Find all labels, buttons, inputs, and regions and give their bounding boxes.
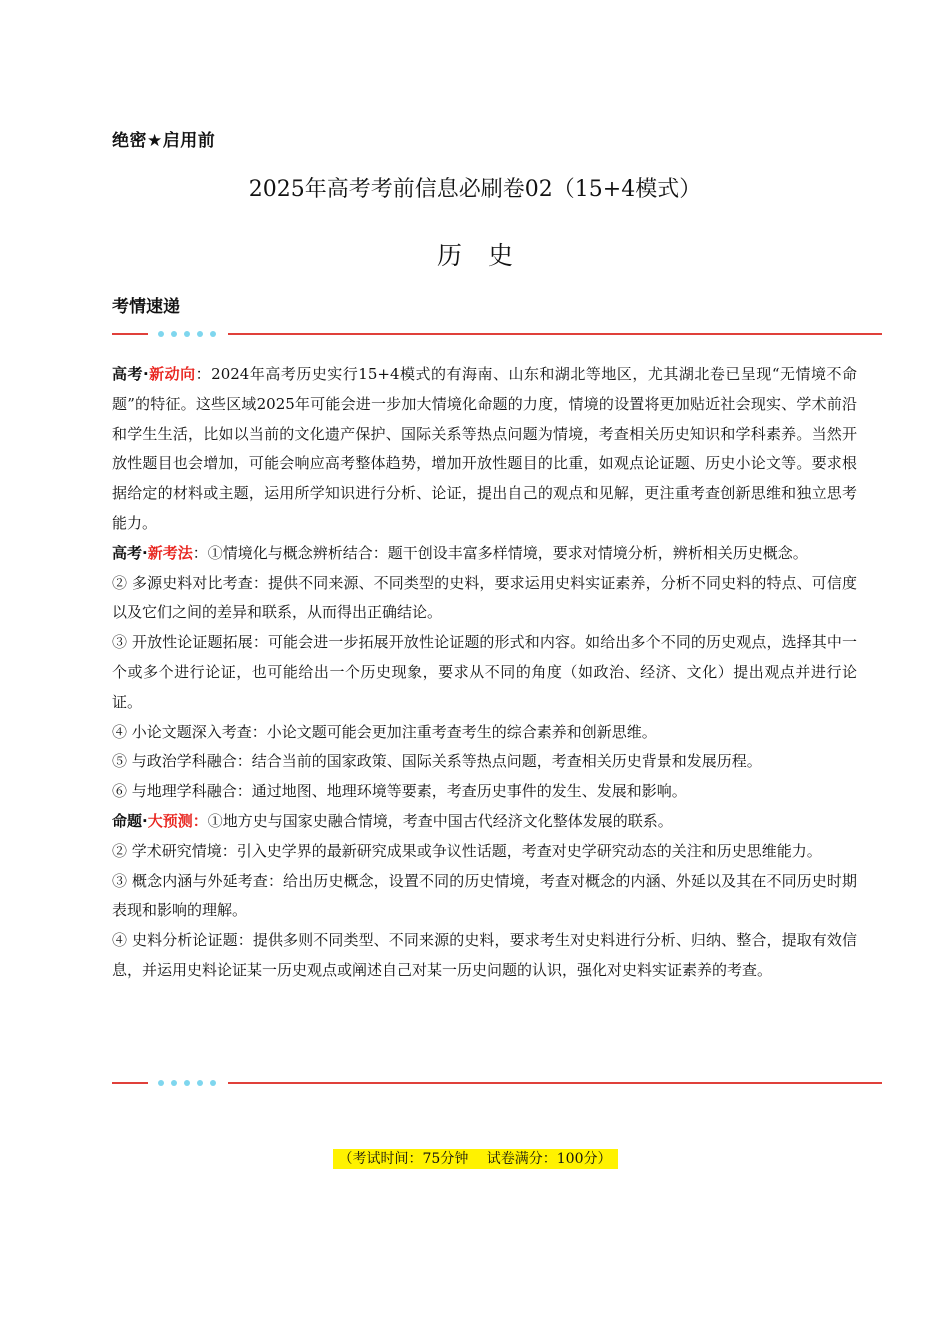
forecast-tag-main: 大预测 (147, 811, 193, 830)
divider-dot (210, 1080, 216, 1086)
trend-text: 2024年高考历史实行15+4模式的有海南、山东和湖北等地区，尤其湖北卷已呈现“无情境不命题”的特征。这些区域2025年可能会进一步加大情境化命题的力度，情境的设置将更加贴近社会现实、学术前沿和学生生活，比如以当前的文化遗产保护、国际关系等热点问题为情境，考查相关历史知识和学科素养。当然开放性题目也会增加，可能会响应高考整体趋势，增加开放性题目的比重，如观点论证题、历史小论文等。要求根据给定的材料或主题，运用所学知识进行分析、论证，提出自己的观点和见解，更注重考查创新思维和独立思考能力。 (112, 365, 857, 532)
forecast-paragraph (112, 807, 857, 837)
divider-dot (158, 331, 164, 337)
trend-paragraph (112, 360, 857, 539)
trend-tag-prefix: 高考· (112, 365, 149, 383)
section-heading: 考情速递 (112, 297, 180, 317)
divider-line-right (228, 1082, 882, 1084)
secret-mark: 绝密★启用前 (112, 131, 216, 151)
divider-dot (171, 1080, 177, 1086)
method-tag-colon: ： (192, 543, 208, 562)
trend-tag-main: 新动向 (148, 365, 196, 383)
method-tag-main: 新考法 (147, 543, 193, 562)
divider-dot (184, 1080, 190, 1086)
divider-dot (158, 1080, 164, 1086)
exam-info (0, 1148, 950, 1168)
method-paragraph (112, 539, 857, 569)
divider-line-right (228, 333, 882, 335)
divider-dot (210, 331, 216, 337)
divider-dot (171, 331, 177, 337)
method-tag-prefix: 高考· (112, 543, 148, 562)
divider-dot (197, 331, 203, 337)
subject-title: 历史 (436, 241, 539, 270)
method-item-1: ①情境化与概念辨析结合：题干创设丰富多样情境，要求对情境分析，辨析相关历史概念。 (207, 543, 808, 562)
method-item-4: ④ 小论文题深入考查：小论文题可能会更加注重考查考生的综合素养和创新思维。 (112, 722, 657, 741)
forecast-tag-colon: ： (192, 811, 208, 830)
forecast-tag-prefix: 命题· (112, 811, 148, 830)
forecast-item-2: ② 学术研究情境：引入史学界的最新研究成果或争议性话题，考查对史学研究动态的关注和历史思维能力。 (112, 841, 822, 860)
divider-dot (184, 331, 190, 337)
exam-overview-content (112, 360, 857, 986)
divider-line-left (112, 333, 148, 335)
divider-dot (197, 1080, 203, 1086)
method-item-5: ⑤ 与政治学科融合：结合当前的国家政策、国际关系等热点问题，考查相关历史背景和发展历程。 (112, 752, 762, 771)
divider-dots (158, 327, 216, 341)
divider-dots (158, 1076, 216, 1090)
exam-time-score: （考试时间：75分钟 试卷满分：100分） (333, 1149, 618, 1169)
divider-line-left (112, 1082, 148, 1084)
forecast-item-4: ④ 史料分析论证题：提供多则不同类型、不同来源的史料，要求考生对史料进行分析、归纳、整合，提取有效信息，并运用史料论证某一历史观点或阐述自己对某一历史问题的认识，强化对史料实证素养的考查。 (112, 931, 857, 979)
method-item-3: ③ 开放性论证题拓展：可能会进一步拓展开放性论证题的形式和内容。如给出多个不同的历史观点，选择其中一个或多个进行论证，也可能给出一个历史现象，要求从不同的角度（如政治、经济、文化）提出观点并进行论证。 (112, 633, 857, 711)
bottom-divider (112, 1076, 882, 1090)
trend-tag-colon: ： (195, 365, 212, 383)
method-item-2: ② 多源史料对比考查：提供不同来源、不同类型的史料，要求运用史料实证素养，分析不同史料的特点、可信度以及它们之间的差异和联系，从而得出正确结论。 (112, 573, 857, 622)
method-item-6: ⑥ 与地理学科融合：通过地图、地理环境等要素，考查历史事件的发生、发展和影响。 (112, 782, 687, 801)
forecast-item-3: ③ 概念内涵与外延考查：给出历史概念，设置不同的历史情境，考查对概念的内涵、外延以及其在不同历史时期表现和影响的理解。 (112, 871, 857, 920)
forecast-item-1: ①地方史与国家史融合情境，考查中国古代经济文化整体发展的联系。 (207, 811, 673, 830)
paper-title: 2025年高考考前信息必刷卷02（15+4模式） (248, 177, 702, 202)
top-divider (112, 327, 882, 341)
